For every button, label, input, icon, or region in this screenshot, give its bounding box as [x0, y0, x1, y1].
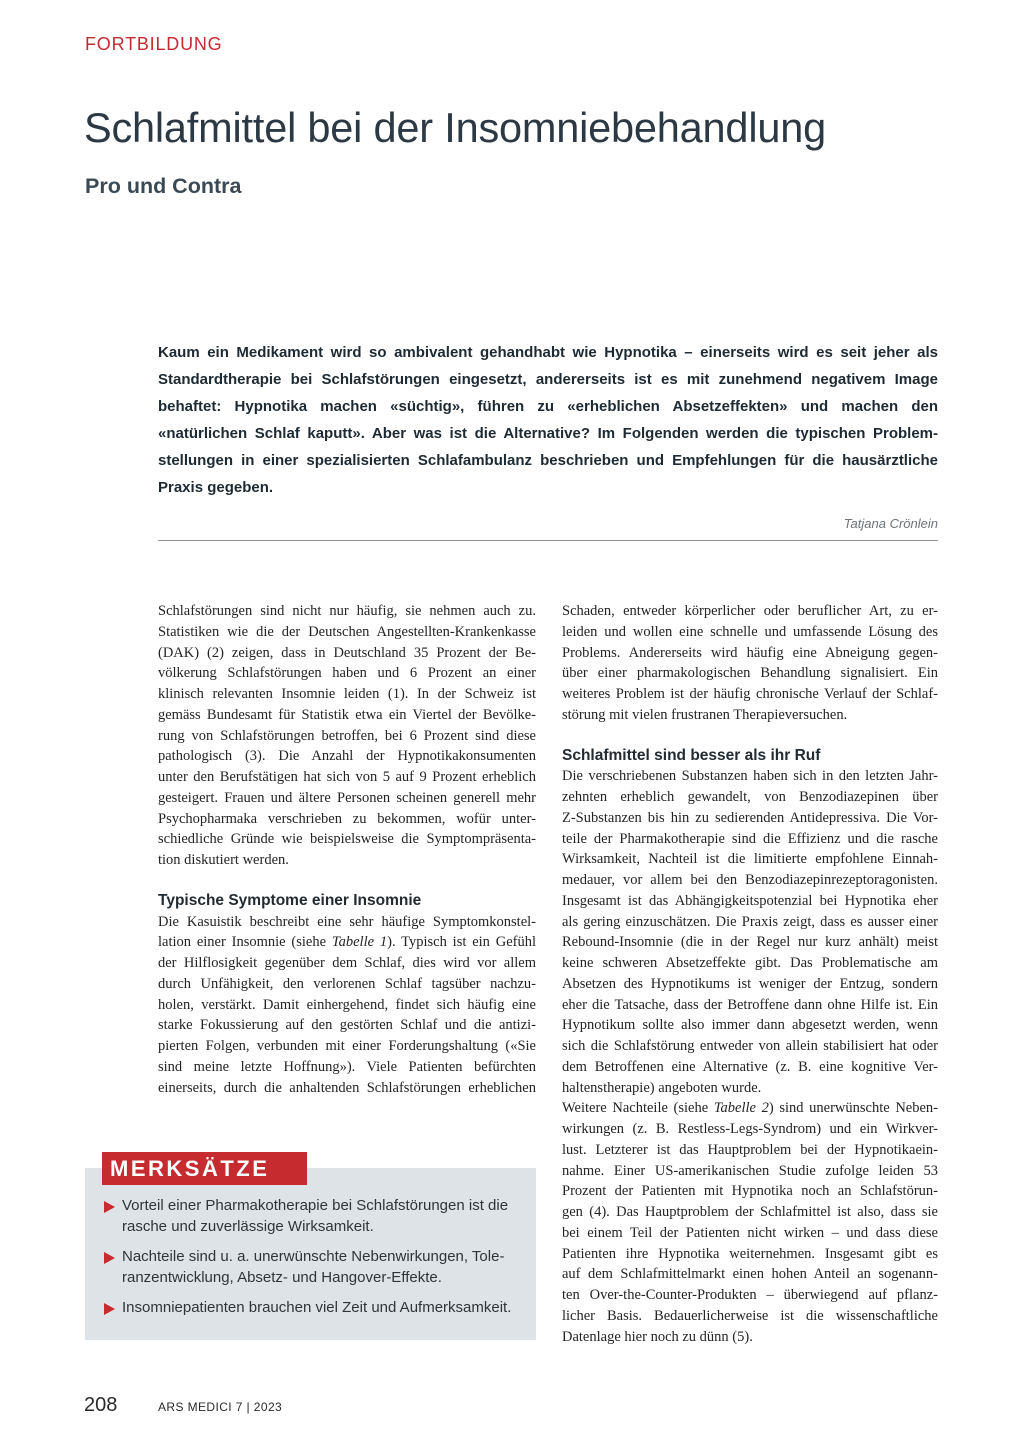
body-line: sich die Schlafstörung entweder von allein stabilisiert hat oder — [562, 1038, 938, 1054]
body-line: holen, verstärkt. Damit einhergehend, findet sich häufig eine — [158, 996, 536, 1013]
body-line: leiden und wollen eine schnelle und umfassende Lösung des — [562, 623, 938, 640]
body-line: über einer pharmakologischen Behandlung signalisiert. Ein — [562, 665, 938, 682]
body-line: Z-Substanzen bis hin zu sedierenden Antidepressiva. Die Vor- — [562, 809, 938, 826]
body-paragraph — [562, 1098, 938, 1347]
lead-paragraph — [158, 339, 938, 501]
body-line: Problems. Andererseits wird häufig eine Abneigung gegen- — [562, 644, 938, 661]
body-line: Insgesamt ist das Abhängigkeitspotenzial bei Hypnotika eher — [562, 892, 938, 909]
body-line: pathologisch (3). Die Anzahl der Hypnotikakonsumenten — [158, 748, 536, 765]
body-line: tion diskutiert werden. — [158, 852, 289, 868]
body-line: unter den Berufstätigen hat sich von 5 auf 9 Prozent erheblich — [158, 769, 536, 785]
key-point-line: Nachteile sind u. a. unerwünschte Nebenwirkungen, Tole- — [122, 1248, 505, 1265]
text-segment: Weitere Nachteile (siehe — [562, 1100, 714, 1117]
body-line: gesteigert. Frauen und ältere Personen scheinen generell mehr — [158, 789, 536, 806]
body-paragraph — [562, 601, 938, 726]
section-label: FORTBILDUNG — [85, 34, 223, 54]
body-line: gemäss Bundesamt für Statistik etwa ein Viertel der Bevölke- — [158, 706, 536, 723]
body-line: licher Basis. Bedauerlicherweise ist die wissenschaftliche — [562, 1307, 938, 1324]
key-point-line: Vorteil einer Pharmakotherapie bei Schlafstörungen ist die — [122, 1197, 509, 1214]
lead-line: Praxis gegeben. — [158, 479, 274, 496]
body-line: wirkungen (z. B. Restless-Legs-Syndrom) und ein Wirkver- — [562, 1121, 938, 1137]
body-line: weiteres Problem ist der häufig chronische Verlauf der Schlaf- — [562, 686, 938, 702]
body-line: einerseits, durch die anhaltenden Schlafstörungen erheblichen — [158, 1079, 536, 1096]
body-line — [562, 1098, 938, 1119]
body-line: Die Kasuistik beschreibt eine sehr häufige Symptomkonstel- — [158, 913, 536, 930]
text-segment: ) sind unerwünschte Neben- — [768, 1100, 938, 1117]
left-column — [158, 601, 536, 1098]
body-line: zehnten erheblich gewandelt, von Benzodiazepinen über — [562, 789, 938, 805]
body-line: durch Unfähigkeit, den verlorenen Schlaf tagsüber nachzu- — [158, 975, 536, 992]
right-column — [562, 601, 938, 1347]
body-line: sind meine letzte Hoffnung»). Viele Patienten befürchten — [158, 1058, 536, 1075]
triangle-bullet-icon — [104, 1303, 115, 1315]
lead-line: Kaum ein Medikament wird so ambivalent gehandhabt wie Hypnotika – einerseits wird es seit jeher als — [158, 344, 938, 361]
key-point-text — [122, 1298, 536, 1319]
body-line: bei einem Teil der Patienten nicht wirken – und dass diese — [562, 1224, 938, 1241]
body-line: nahme. Einer US-amerikanischen Studie zufolge leiden 53 — [562, 1162, 938, 1179]
body-line: (DAK) (2) zeigen, dass in Deutschland 35 Prozent der Be- — [158, 644, 536, 661]
body-line: Hypnotikum sollte also immer dann abgesetzt werden, wenn — [562, 1017, 938, 1034]
body-line: lust. Letzterer ist das Hauptproblem bei der Hypnotikaein- — [562, 1141, 938, 1158]
body-line: Patienten ihre Hypnotika weiternehmen. Insgesamt gibt es — [562, 1245, 938, 1262]
body-line: störung mit vielen frustranen Therapieversuchen. — [562, 706, 848, 723]
journal-issue: ARS MEDICI 7 | 2023 — [158, 1400, 283, 1414]
body-line — [158, 932, 536, 953]
body-line: dem Betroffenen eine Alternative (z. B. eine kognitive Ver- — [562, 1058, 938, 1075]
body-line: rung von Schlafstörungen betroffen, bei 6 Prozent sind diese — [158, 727, 536, 744]
body-line: der Hilflosigkeit gegenüber dem Schlaf, dies wird vor allem — [158, 955, 536, 971]
triangle-bullet-icon — [104, 1201, 115, 1213]
triangle-bullet-icon — [104, 1252, 115, 1264]
body-line: Psychopharmaka verschrieben zu bekommen, wofür unter- — [158, 810, 536, 827]
section-heading: Schlafmittel sind besser als ihr Ruf — [562, 746, 821, 764]
body-line: medauer, vor allem bei den Benzodiazepinrezeptoragonisten. — [562, 872, 938, 888]
table-reference: Tabelle 2 — [713, 1100, 769, 1117]
author-byline: Tatjana Crönlein — [843, 516, 938, 531]
table-reference: Tabelle 1 — [331, 934, 388, 951]
body-line: völkerung Schlafstörungen haben und 6 Prozent an einer — [158, 665, 536, 682]
key-point-line: ranzentwicklung, Absetz- und Hangover-Effekte. — [122, 1268, 442, 1286]
body-line: Die verschriebenen Substanzen haben sich in den letzten Jahr- — [562, 768, 938, 785]
key-point-item — [85, 1196, 536, 1237]
body-line: eher die Tatsache, dass der Betroffene dann ohne Hilfe ist. Ein — [562, 996, 938, 1013]
lead-line: «natürlichen Schlaf kaputt». Aber was ist die Alternative? Im Folgenden werden die typischen Problem- — [158, 425, 938, 442]
body-line: Datenlage hier noch zu dünn (5). — [562, 1328, 753, 1345]
body-line: Rebound-Insomnie (die in der Regel nur kurz anhält) meist — [562, 934, 938, 951]
key-point-text — [122, 1247, 536, 1288]
article-subtitle: Pro und Contra — [85, 174, 242, 198]
page-number: 208 — [84, 1394, 118, 1416]
text-segment: ). Typisch ist ein Gefühl — [387, 934, 537, 951]
body-line: keine schweren Absetzeffekte gibt. Das Problematische am — [562, 955, 938, 971]
key-points-list — [85, 1196, 536, 1329]
key-point-item — [85, 1298, 536, 1319]
key-point-line: rasche und zuverlässige Wirksamkeit. — [122, 1217, 374, 1235]
section-heading: Typische Symptome einer Insomnie — [158, 891, 422, 909]
lead-line: Standardtherapie bei Schlafstörungen eingesetzt, andererseits ist es mit zunehmend negativem Image — [158, 371, 938, 388]
lead-line: behaftet: Hypnotika machen «süchtig», führen zu «erheblichen Absetzeffekten» und machen den — [158, 398, 938, 415]
text-segment: lation einer Insomnie (siehe — [158, 934, 332, 951]
body-line: Statistiken wie die der Deutschen Angestellten-Krankenkasse — [158, 623, 536, 640]
lead-line: stellungen in einer spezialisierten Schlafambulanz beschrieben und Empfehlungen für die hausärztliche — [158, 452, 938, 469]
key-point-text — [122, 1196, 536, 1237]
body-line: Prozent der Patienten mit Hypnotika noch an Schlafstörun- — [562, 1183, 938, 1200]
divider-rule — [158, 540, 938, 541]
key-points-label: MERKSÄTZE — [102, 1152, 307, 1185]
body-line: auf dem Schlafmittelmarkt einen hohen Anteil an sogenann- — [562, 1266, 938, 1283]
body-paragraph — [158, 912, 536, 1099]
body-line: als gering einzuschätzen. Die Praxis zeigt, dass es ausser einer — [562, 913, 938, 930]
body-line: haltenstherapie) angeboten wurde. — [562, 1079, 762, 1096]
key-point-line: Insomniepatienten brauchen viel Zeit und Aufmerksamkeit. — [122, 1299, 512, 1316]
body-line: Schaden, entweder körperlicher oder beruflicher Art, zu er- — [562, 603, 938, 619]
body-line: teile der Pharmakotherapie sind die Effizienz und die rasche — [562, 830, 938, 847]
body-line: klinisch relevanten Insomnie leiden (1). In der Schweiz ist — [158, 686, 536, 702]
body-line: ten Over-the-Counter-Produkten – überwiegend auf pflanz- — [562, 1287, 938, 1303]
body-line: Absetzen des Hypnotikums ist weniger der Entzug, sondern — [562, 975, 938, 992]
key-point-item — [85, 1247, 536, 1288]
body-line: gen (4). Das Hauptproblem der Schlafmittel ist also, dass sie — [562, 1204, 938, 1220]
body-line: Wirksamkeit, Nachteil ist die limitierte empfohlene Einnah- — [562, 851, 938, 868]
body-line: starke Fokussierung auf den gestörten Schlaf und die antizi- — [158, 1017, 536, 1034]
article-title: Schlafmittel bei der Insomniebehandlung — [84, 104, 826, 151]
body-line: pierten Folgen, verbunden mit einer Forderungshaltung («Sie — [158, 1038, 536, 1054]
body-line: Schlafstörungen sind nicht nur häufig, sie nehmen auch zu. — [158, 603, 536, 619]
body-line: schiedliche Gründe wie beispielsweise die Symptompräsenta- — [158, 831, 536, 848]
body-paragraph — [562, 766, 938, 1098]
body-paragraph — [158, 601, 536, 871]
